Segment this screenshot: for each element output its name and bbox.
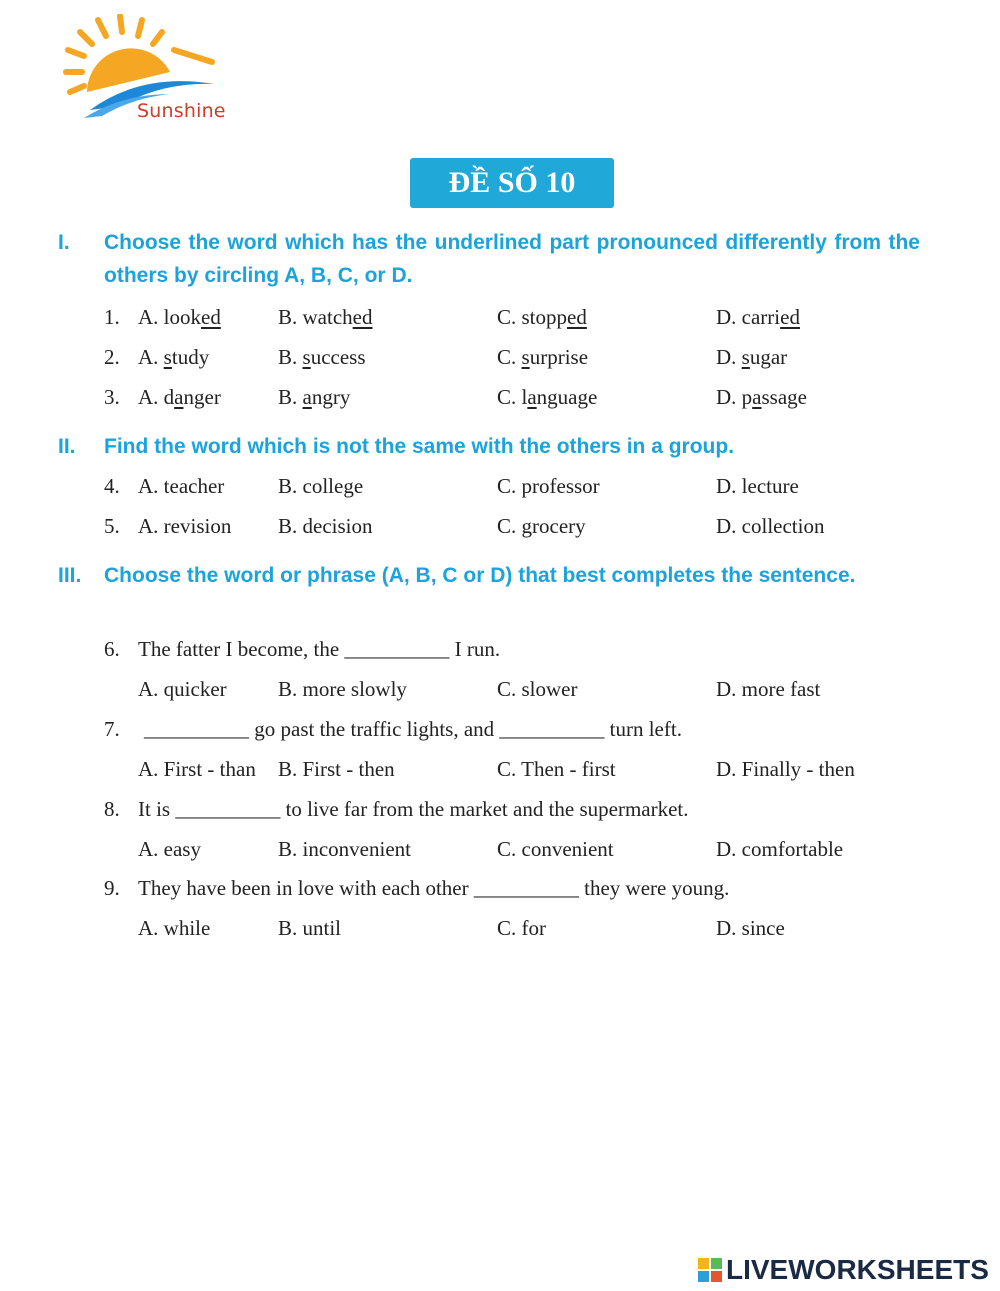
question-row <box>0 634 1000 664</box>
question-number: 5. <box>104 514 120 538</box>
question-row <box>0 342 1000 372</box>
option-d[interactable] <box>716 382 807 412</box>
liveworksheets-brand <box>698 1252 989 1288</box>
question-text: __________ go past the traffic lights, and __________ turn left. <box>144 717 682 741</box>
option-b[interactable]: B. college <box>278 474 364 498</box>
title-box <box>410 158 614 208</box>
question-row <box>0 873 1000 903</box>
option-d[interactable] <box>716 302 800 332</box>
option-c[interactable]: C. slower <box>497 677 578 701</box>
underlined-part: a <box>302 385 312 409</box>
section-1-heading <box>58 226 922 292</box>
section-number: III. <box>58 564 82 587</box>
question-text: It is __________ to live far from the market and the supermarket. <box>138 797 689 821</box>
question-number: 3. <box>104 385 120 409</box>
sunshine-logo <box>62 14 232 124</box>
question-number: 2. <box>104 345 120 369</box>
question-number: 6. <box>104 637 120 661</box>
option-text: B. <box>278 345 303 369</box>
option-text: A. <box>138 345 164 369</box>
option-text: C. <box>497 345 522 369</box>
option-text: B. <box>278 385 303 409</box>
option-c[interactable]: C. for <box>497 916 546 940</box>
option-d[interactable]: D. comfortable <box>716 837 844 861</box>
option-d[interactable]: D. more fast <box>716 677 821 701</box>
question-row <box>0 382 1000 412</box>
option-text: urprise <box>529 345 589 369</box>
underlined-part: ed <box>780 305 800 329</box>
option-text: D. p <box>716 385 753 409</box>
underlined-part: a <box>174 385 184 409</box>
option-b[interactable]: B. more slowly <box>278 677 407 701</box>
question-text: The fatter I become, the __________ I run. <box>138 637 501 661</box>
question-number: 4. <box>104 474 120 498</box>
option-a[interactable] <box>138 342 209 372</box>
option-text: C. l <box>497 385 528 409</box>
option-b[interactable]: B. decision <box>278 514 373 538</box>
option-a[interactable]: A. revision <box>138 514 232 538</box>
question-row <box>0 794 1000 824</box>
option-c[interactable]: C. Then - first <box>497 757 616 781</box>
underlined-part: s <box>302 345 311 369</box>
option-text: D. <box>716 345 742 369</box>
options-row <box>0 834 1000 864</box>
option-c[interactable]: C. professor <box>497 474 600 498</box>
option-c[interactable] <box>497 382 597 412</box>
options-row <box>0 754 1000 784</box>
question-row <box>0 511 1000 541</box>
section-instruction: Choose the word which has the underlined part pronounced differently from the others by circling A, B, C, or D. <box>104 231 920 287</box>
brand-text: LIVEWORKSHEETS <box>726 1254 989 1285</box>
section-2-heading <box>58 430 922 463</box>
section-instruction: Find the word which is not the same with the others in a group. <box>104 435 735 458</box>
question-row <box>0 714 1000 744</box>
logo-text: Sunshine <box>137 100 226 122</box>
section-number: II. <box>58 435 76 458</box>
option-b[interactable] <box>278 342 366 372</box>
question-number: 9. <box>104 876 120 900</box>
option-d[interactable]: D. lecture <box>716 474 799 498</box>
option-text: C. stopp <box>497 305 568 329</box>
option-text: B. watch <box>278 305 353 329</box>
underlined-part: ed <box>567 305 587 329</box>
underlined-part: a <box>527 385 537 409</box>
section-instruction: Choose the word or phrase (A, B, C or D) that best completes the sentence. <box>104 564 856 587</box>
option-text: tudy <box>171 345 210 369</box>
option-d[interactable]: D. collection <box>716 514 825 538</box>
underlined-part: s <box>163 345 172 369</box>
option-a[interactable] <box>138 382 221 412</box>
question-text: They have been in love with each other __________ they were young. <box>138 876 730 900</box>
option-text: nger <box>183 385 221 409</box>
option-text: ugar <box>749 345 788 369</box>
option-c[interactable]: C. grocery <box>497 514 586 538</box>
option-d[interactable] <box>716 342 787 372</box>
option-text: uccess <box>310 345 366 369</box>
option-b[interactable]: B. First - then <box>278 757 395 781</box>
option-a[interactable]: A. while <box>138 916 211 940</box>
underlined-part: s <box>521 345 530 369</box>
section-number: I. <box>58 231 70 254</box>
underlined-part: ed <box>201 305 221 329</box>
option-b[interactable]: B. until <box>278 916 342 940</box>
option-a[interactable]: A. First - than <box>138 757 256 781</box>
underlined-part: a <box>752 385 762 409</box>
option-text: A. look <box>138 305 201 329</box>
underlined-part: s <box>741 345 750 369</box>
options-row <box>0 674 1000 704</box>
option-text: ssage <box>761 385 807 409</box>
option-c[interactable] <box>497 302 587 332</box>
page-title: ĐỀ SỐ 10 <box>448 166 576 199</box>
option-a[interactable] <box>138 302 221 332</box>
options-row <box>0 913 1000 943</box>
option-b[interactable] <box>278 302 372 332</box>
option-a[interactable]: A. easy <box>138 837 201 861</box>
option-d[interactable]: D. Finally - then <box>716 757 855 781</box>
question-number: 7. <box>104 717 120 741</box>
underlined-part: ed <box>352 305 373 329</box>
option-a[interactable]: A. teacher <box>138 474 225 498</box>
question-number: 1. <box>104 305 120 329</box>
option-text: A. d <box>138 385 175 409</box>
option-text: D. carri <box>716 305 781 329</box>
section-3-heading <box>58 559 922 625</box>
question-row <box>0 471 1000 501</box>
question-number: 8. <box>104 797 120 821</box>
option-text: ngry <box>311 385 351 409</box>
option-c[interactable] <box>497 342 588 372</box>
option-c[interactable]: C. convenient <box>497 837 614 861</box>
option-d[interactable]: D. since <box>716 916 785 940</box>
option-a[interactable]: A. quicker <box>138 677 227 701</box>
question-row <box>0 302 1000 332</box>
option-text: nguage <box>536 385 598 409</box>
liveworksheets-logo-icon <box>698 1258 722 1282</box>
option-b[interactable]: B. inconvenient <box>278 837 411 861</box>
option-b[interactable] <box>278 382 350 412</box>
